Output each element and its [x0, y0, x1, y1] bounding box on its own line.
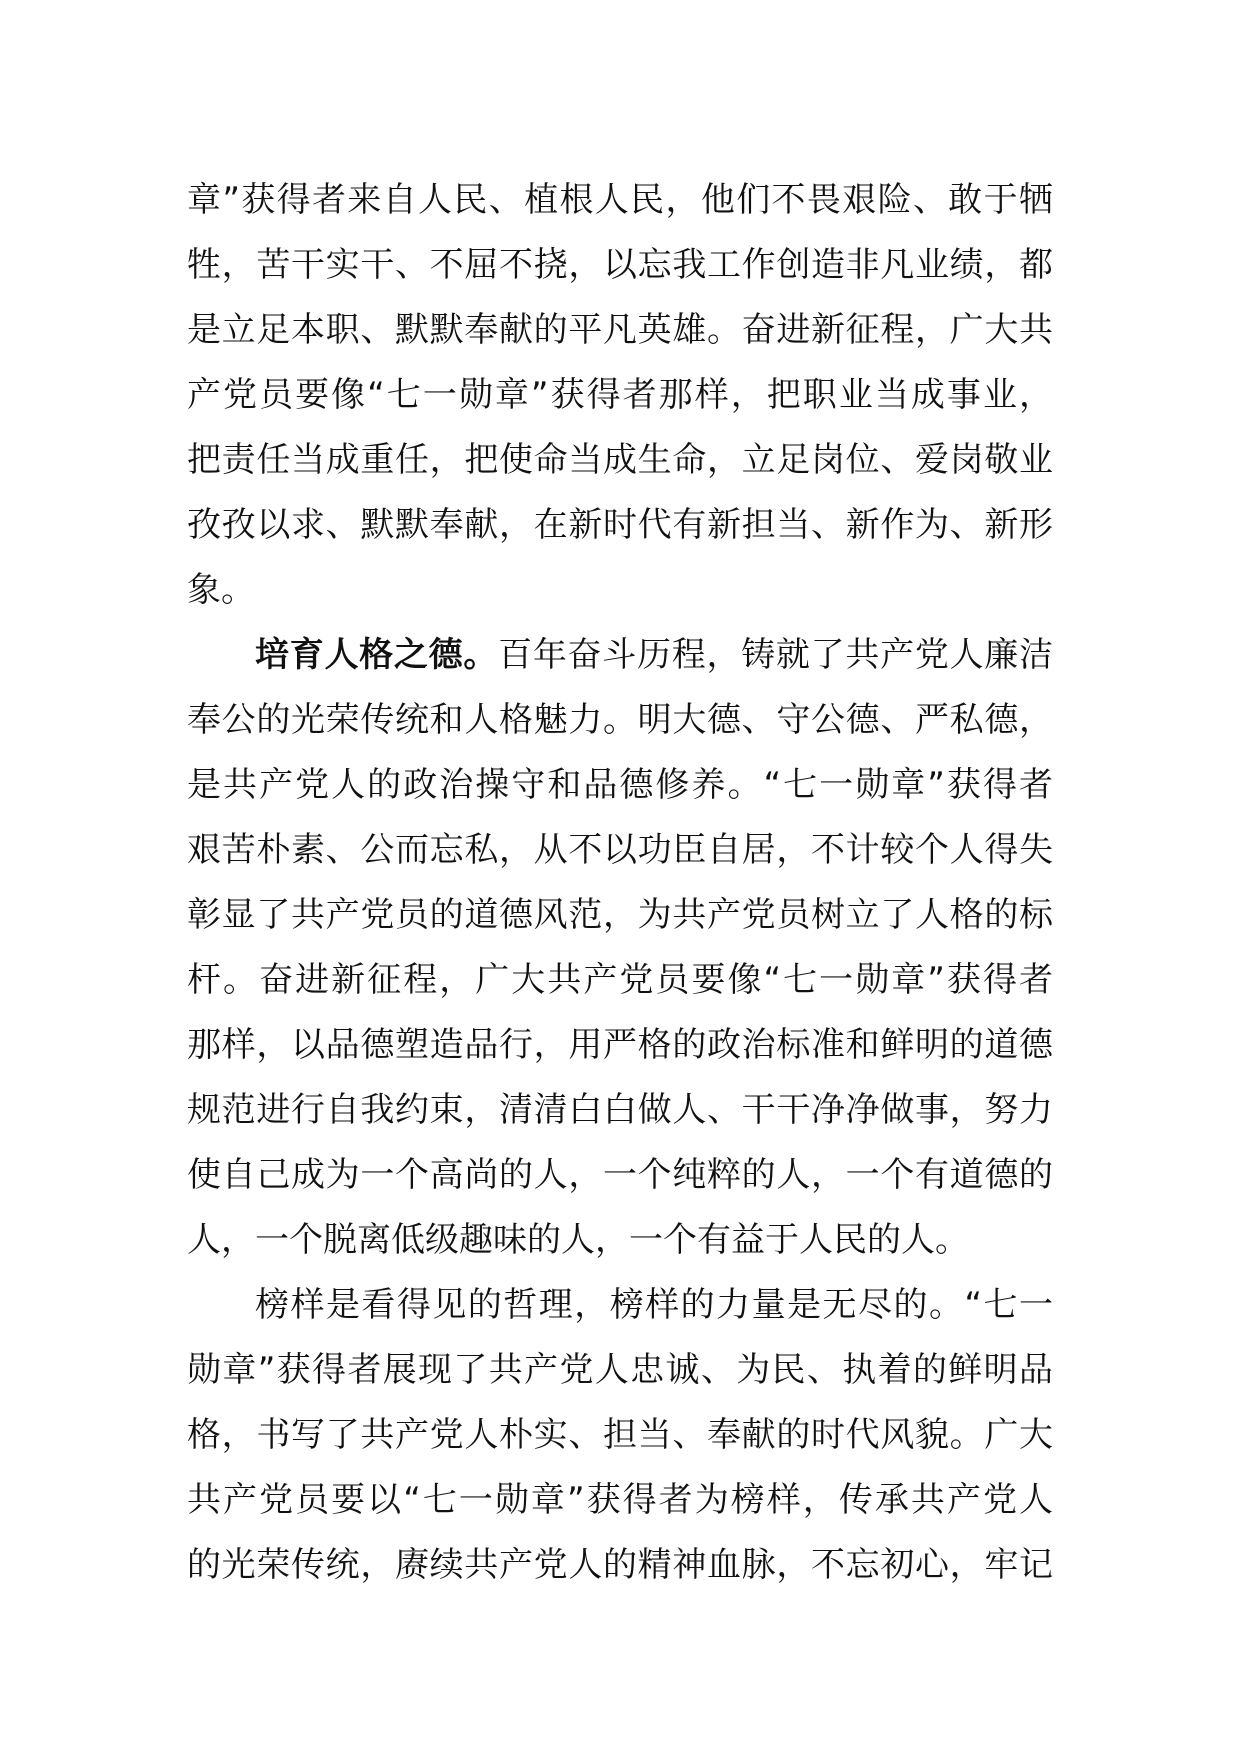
text-line	[187, 623, 1053, 688]
text-line: 勋章”获得者展现了共产党人忠诚、为民、执着的鲜明品	[187, 1350, 1053, 1390]
text-line: 榜样是看得见的哲理，榜样的力量是无尽的。“七一	[255, 1285, 1053, 1325]
paragraph-1	[187, 168, 1053, 623]
text-line: 把责任当成重任，把使命当成生命，立足岗位、爱岗敬业	[187, 440, 1053, 480]
text-line: 牲，苦干实干、不屈不挠，以忘我工作创造非凡业绩，都	[187, 245, 1053, 285]
section-heading: 培育人格之德。	[255, 635, 499, 675]
text-line: 彰显了共产党员的道德风范，为共产党员树立了人格的标	[187, 895, 1053, 935]
text-line: 产党员要像“七一勋章”获得者那样，把职业当成事业，	[187, 375, 1053, 415]
text-line: 艰苦朴素、公而忘私，从不以功臣自居，不计较个人得失	[187, 830, 1053, 870]
text-line: 那样，以品德塑造品行，用严格的政治标准和鲜明的道德	[187, 1025, 1053, 1065]
text-line: 是立足本职、默默奉献的平凡英雄。奋进新征程，广大共	[187, 310, 1053, 350]
text-line: 章”获得者来自人民、植根人民，他们不畏艰险、敢于牺	[187, 180, 1053, 220]
text-line: 象。	[187, 570, 255, 610]
heading-continuation: 百年奋斗历程，铸就了共产党人廉洁	[498, 635, 1054, 675]
text-line: 规范进行自我约束，清清白白做人、干干净净做事，努力	[187, 1090, 1053, 1130]
text-line: 杆。奋进新征程，广大共产党员要像“七一勋章”获得者	[187, 960, 1053, 1000]
paragraph-3	[187, 1273, 1053, 1598]
text-line: 是共产党人的政治操守和品德修养。“七一勋章”获得者	[187, 765, 1053, 805]
text-line: 共产党员要以“七一勋章”获得者为榜样，传承共产党人	[187, 1480, 1053, 1520]
text-line: 格，书写了共产党人朴实、担当、奉献的时代风貌。广大	[187, 1415, 1053, 1455]
text-line: 奉公的光荣传统和人格魅力。明大德、守公德、严私德，	[187, 700, 1053, 740]
text-line: 人，一个脱离低级趣味的人，一个有益于人民的人。	[187, 1220, 969, 1260]
text-line: 使自己成为一个高尚的人，一个纯粹的人，一个有道德的	[187, 1155, 1053, 1195]
text-line: 孜孜以求、默默奉献，在新时代有新担当、新作为、新形	[187, 505, 1053, 545]
text-line: 的光荣传统，赓续共产党人的精神血脉，不忘初心，牢记	[187, 1545, 1053, 1585]
document-body	[187, 168, 1053, 1598]
paragraph-2	[187, 623, 1053, 1273]
